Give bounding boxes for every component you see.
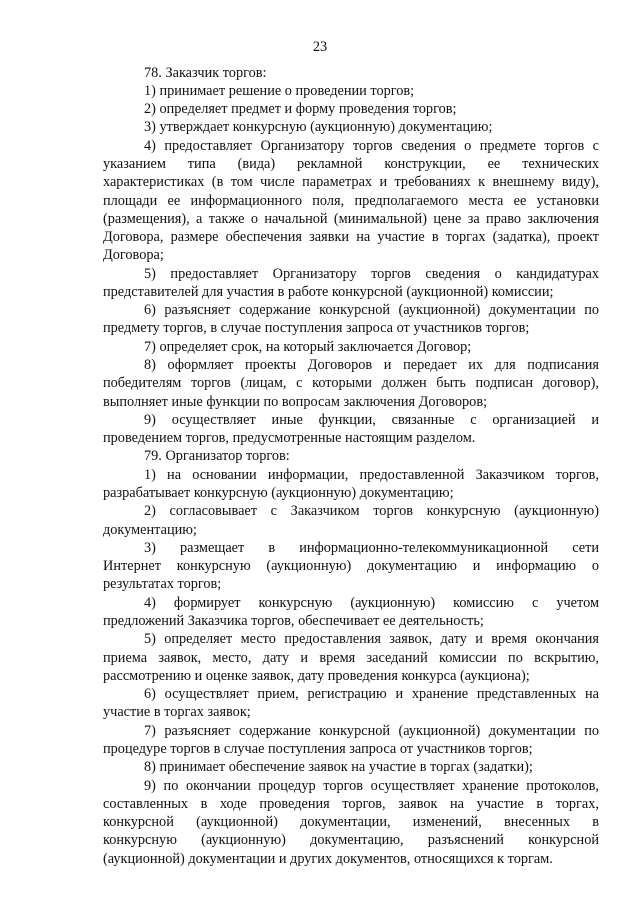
text-line: процедуре торгов в случае поступления запроса от участников торгов; <box>103 741 533 757</box>
text-line: площади ее информационного поля, предполагаемого места ее установки <box>103 193 599 209</box>
text-line: характеристиках (в том числе параметрах и требованиях к внешнему виду), <box>103 174 599 190</box>
text-line: 2) согласовывает с Заказчиком торгов конкурсную (аукционную) <box>144 503 599 519</box>
text-line: документацию; <box>103 522 197 538</box>
section-79-heading: 79. Организатор торгов: <box>144 448 290 464</box>
text-line: 3) утверждает конкурсную (аукционную) документацию; <box>144 119 493 135</box>
text-line: 3) размещает в информационно-телекоммуникационной сети <box>144 540 599 556</box>
text-line: 9) осуществляет иные функции, связанные с организацией и <box>144 412 599 428</box>
text-line: 1) принимает решение о проведении торгов; <box>144 83 415 99</box>
page-number: 23 <box>312 39 328 55</box>
text-line: Договора; <box>103 247 164 263</box>
text-line: 1) на основании информации, предоставленной Заказчиком торгов, <box>144 467 599 483</box>
text-line: рассмотрению и оценке заявок, дату проведения конкурса (аукциона); <box>103 668 530 684</box>
text-line: проведением торгов, предусмотренные настоящим разделом. <box>103 430 476 446</box>
text-line: представителей для участия в работе конкурсной (аукционной) комиссии; <box>103 284 554 300</box>
text-line: 6) осуществляет прием, регистрацию и хранение представленных на <box>144 686 599 702</box>
text-line: Договора, размере обеспечения заявки на участие в торгах (задатка), проект <box>103 229 599 245</box>
text-line: 7) разъясняет содержание конкурсной (аукционной) документации по <box>144 723 599 739</box>
text-line: 9) по окончании процедур торгов осуществляет хранение протоколов, <box>144 778 599 794</box>
text-line: составленных в ходе проведения торгов, заявок на участие в торгах, <box>103 796 599 812</box>
text-line: предложений Заказчика торгов, обеспечивает ее деятельность; <box>103 613 484 629</box>
text-line: 5) определяет место предоставления заявок, дату и время окончания <box>144 631 599 647</box>
text-line: (размещения), а также о начальной (минимальной) цене за право заключения <box>103 211 599 227</box>
text-line: 8) оформляет проекты Договоров и передает их для подписания <box>144 357 599 373</box>
text-line: предмету торгов, в случае поступления запроса от участников торгов; <box>103 320 530 336</box>
text-line: 6) разъясняет содержание конкурсной (аукционной) документации по <box>144 302 599 318</box>
text-line: 7) определяет срок, на который заключается Договор; <box>144 339 472 355</box>
text-line: конкурсную (аукционную) документацию, разъяснений конкурсной <box>103 832 599 848</box>
text-line: 8) принимает обеспечение заявок на участие в торгах (задатки); <box>144 759 533 775</box>
text-line: конкурсной (аукционной) документации, изменений, внесенных в <box>103 814 599 830</box>
section-78-heading: 78. Заказчик торгов: <box>144 65 267 81</box>
text-line: участие в торгах заявок; <box>103 704 251 720</box>
text-line: приема заявок, место, дату и время заседаний комиссии по вскрытию, <box>103 650 599 666</box>
text-line: указанием типа (вида) рекламной конструкции, ее технических <box>103 156 599 172</box>
text-line: 4) предоставляет Организатору торгов сведения о предмете торгов с <box>144 138 599 154</box>
text-line: 5) предоставляет Организатору торгов сведения о кандидатурах <box>144 266 599 282</box>
text-line: победителям торгов (лицам, с которыми должен быть подписан договор), <box>103 375 599 391</box>
text-line: результатах торгов; <box>103 576 222 592</box>
text-line: разрабатывает конкурсную (аукционную) документацию; <box>103 485 454 501</box>
text-line: 4) формирует конкурсную (аукционную) комиссию с учетом <box>144 595 599 611</box>
text-line: (аукционной) документации и других документов, относящихся к торгам. <box>103 851 553 867</box>
text-line: Интернет конкурсную (аукционную) документацию и информацию о <box>103 558 599 574</box>
text-line: 2) определяет предмет и форму проведения торгов; <box>144 101 457 117</box>
text-line: выполняет иные функции по вопросам заключения Договоров; <box>103 394 488 410</box>
